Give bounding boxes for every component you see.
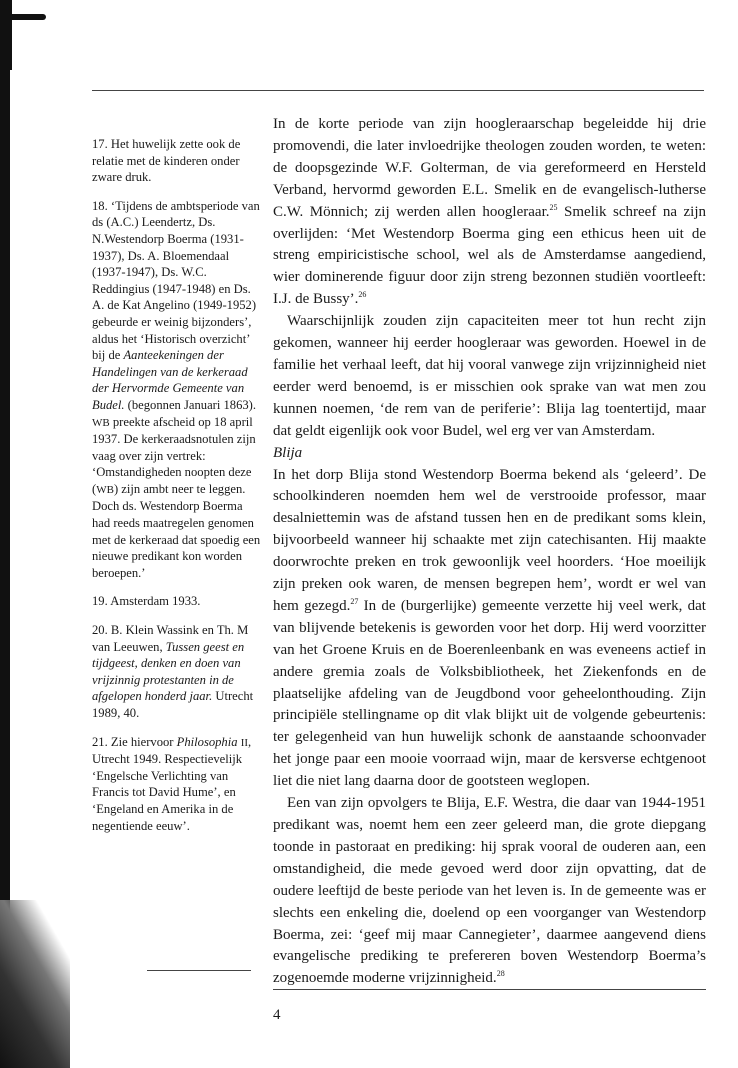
text-run: (begonnen Januari 1863).: [124, 397, 257, 412]
italic-run: Tussen geest en tijdgeest, denken en doen van vrijzinnig protestanten in de afgelopen honderd jaar.: [92, 639, 245, 704]
text-run: B. Klein Wassink en Th. M van Leeuwen,: [92, 623, 249, 654]
footnote-19: 19. Amsterdam 1933.: [92, 594, 201, 609]
main-text-column: [273, 114, 706, 990]
italic-run: Aanteekeningen der Handelingen van de kerkeraad der Hervormde Gemeente van Budel.: [92, 348, 248, 412]
text-run: ) zijn ambt neer te leggen. Doch ds. Westendorp Boerma had reeds maatregelen genomen met de kerkeraad dat spoedig een nieuwe predikant kon worden beroepen.’: [92, 481, 261, 580]
small-caps-run: II: [240, 736, 249, 749]
footnote-reference: 26: [358, 290, 367, 300]
scan-edge-top: [0, 0, 12, 70]
small-caps-run: WB: [96, 483, 114, 496]
top-rule: [92, 90, 704, 91]
section-heading: Blija: [273, 444, 303, 461]
scan-edge-shadow: [0, 900, 70, 1068]
footnote-17: 17. Het huwelijk zette ook de relatie met de kinderen onder zware druk.: [92, 137, 241, 185]
text-run: In de korte periode van zijn hoogleraarschap begeleidde hij drie promovendi, die later invloedrijke theologen zouden worden, te weten: de doopsgezinde W.F. Golterman, de via gereformeerd en Hersteld Verband, hervormd geworden E.L. Smelik en de evangelisch-lutherse C.W. Mönnich; zij werden allen hoogleraar.: [273, 116, 706, 220]
text-run: preekte afscheid op 18 april 1937. De kerkeraadsnotulen zijn vaag over zijn vertrek: ‘Omstandigheden noopten deze (: [92, 414, 256, 496]
footnote-reference: 27: [350, 596, 359, 606]
text-run: Waarschijnlijk zouden zijn capaciteiten meer tot hun recht zijn gekomen, wanneer hij eerder hoogleraar was geworden. Hoewel in de familie het verhaal leeft, dat hij vooral vanwege zijn vrijzinnigheid niet eerder werd benoemd, is er misschien ook sprake van wat men zou kunnen noemen, ‘de rem van de periferie’: Blija lag toentertijd, maar dat geldt eigenlijk ook voor Budel, wel erg ver van Amsterdam.: [273, 313, 706, 439]
paragraph-capaciteiten: [273, 311, 706, 442]
bottom-rule: [273, 989, 706, 990]
footnote-20: 20. B. Klein Wassink en Th. M van Leeuwen, Tussen geest en tijdgeest, denken en doen van vrijzinnig protestanten in de afgelopen honderd jaar. Utrecht 1989, 40.: [92, 623, 254, 720]
small-caps-run: WB: [92, 416, 110, 429]
footnote-column: [92, 136, 262, 846]
text-run: Smelik schreef na zijn overlijden: ‘Met Westendorp Boerma ging een ethicus heen uit de streng empiricistische school, wel als de Amsterdamse aangediend, wier dominerende figuur door zijn streng bezonnen studiën voortleeft: I.J. de Bussy’.: [273, 203, 706, 308]
footnote-end-rule: [147, 970, 251, 971]
text-run: In het dorp Blija stond Westendorp Boerma bekend als ‘geleerd’. De schoolkinderen noemden hem wel de verstrooide professor, maar desalniettemin was de afstand tussen hen en de predikant soms klein, bijvoorbeeld wanneer hij schaakte met zijn catechisanten. Hij maakte doorwrochte preken en trok gewoonlijk veel hoorders. ‘Hoe moeilijk zijn preken ook waren, de mensen begrepen hem’, wordt er wel van hem gezegd.: [273, 466, 706, 614]
text-run: Zie hiervoor: [110, 734, 177, 749]
footnote-reference: 25: [549, 202, 558, 212]
paragraph-blija: [273, 465, 706, 794]
text-run: Een van zijn opvolgers te Blija, E.F. Westra, die daar van 1944-1951 predikant was, noemt hem een zeer geleerd man, die grote diepgang toonde in pastoraat en prediking: hij sprak vooral de ouderen aan, een omstandigheid, die mede gevoed werd door zijn opvatting, dat de oudere leeftijd de beste periode van het leven is. In de gemeente was er slechts een enkeling die, doelend op een voorganger van Westendorp Boerma, zei: ‘geef mij maar Cannegieter’, daarmee aangevend diens evangelische prediking te prefereren boven Westendorp Boerma’s zogenoemde moderne vrijzinnigheid.: [273, 795, 706, 987]
text-run: , Utrecht 1949. Respectievelijk ‘Engelsche Verlichting van Francis tot David Hume’, en ‘Engeland en Amerika in de negentiende eeuw’.: [92, 734, 252, 833]
text-run: Utrecht 1989, 40.: [92, 689, 254, 720]
paragraph-westra: [273, 793, 706, 990]
footnote-18: 18. ‘Tijdens de ambtsperiode van ds (A.C.) Leendertz, Ds. N.Westendorp Boerma (1931-1937), Ds. A. Bloemendaal (1937-1947), Ds. W.C. Reddingius (1947-1948) en Ds. A. de Kat Angelino (1949-1952) gebeurde er weinig bijzonders’, aldus het ‘Historisch overzicht’ bij de Aanteekeningen der Handelingen van de kerkeraad der Hervormde Gemeente van Budel. (begonnen Januari 1863). WB preekte afscheid op 18 april 1937. De kerkeraadsnotulen zijn vaag over zijn vertrek: ‘Omstandigheden noopten deze (WB) zijn ambt neer te leggen. Doch ds. Westendorp Boerma had reeds maatregelen genomen met de kerkeraad dat spoedig een nieuwe predikant kon worden beroepen.’: [92, 198, 261, 580]
scan-edge-hook: [0, 14, 46, 20]
scan-binding-edge: [0, 14, 10, 914]
text-run: ‘Tijdens de ambtsperiode van ds (A.C.) Leendertz, Ds. N.Westendorp Boerma (1931-1937), Ds. A. Bloemendaal (1937-1947), Ds. W.C. Reddingius (1947-1948) en Ds. A. de Kat Angelino (1949-1952) gebeurde er weinig bijzonders’, aldus het ‘Historisch overzicht’ bij de: [92, 198, 260, 363]
footnote-reference: 28: [496, 969, 505, 979]
text-run: In de (burgerlijke) gemeente verzette hij veel werk, dat van blijvende betekenis is geworden voor het dorp. Hij werd voorzitter van het Groene Kruis en de Boerenleenbank en was eveneens actief in andere gremia zoals de Volksbibliotheek, het Ziekenfonds en de plaatselijke afdeling van de Jeugdbond voor geheelonthouding. Zijn principiële stellingname op dit vlak blijkt uit de volgende gebeurtenis: ter gelegenheid van hun huwelijk schonk de aanstaande schoonvader het jonge paar een mooie voorraad wijn, maar de kersverse echtgenoot liet die niet lang daarna door de gootsteen weglopen.: [273, 597, 706, 790]
italic-run: Philosophia: [176, 734, 238, 749]
page-number: 4: [273, 1007, 281, 1023]
footnote-21: 21. Zie hiervoor Philosophia II, Utrecht 1949. Respectievelijk ‘Engelsche Verlichting van Francis tot David Hume’, en ‘Engeland en Amerika in de negentiende eeuw’.: [92, 734, 252, 833]
paragraph-promovendi: [273, 114, 706, 311]
